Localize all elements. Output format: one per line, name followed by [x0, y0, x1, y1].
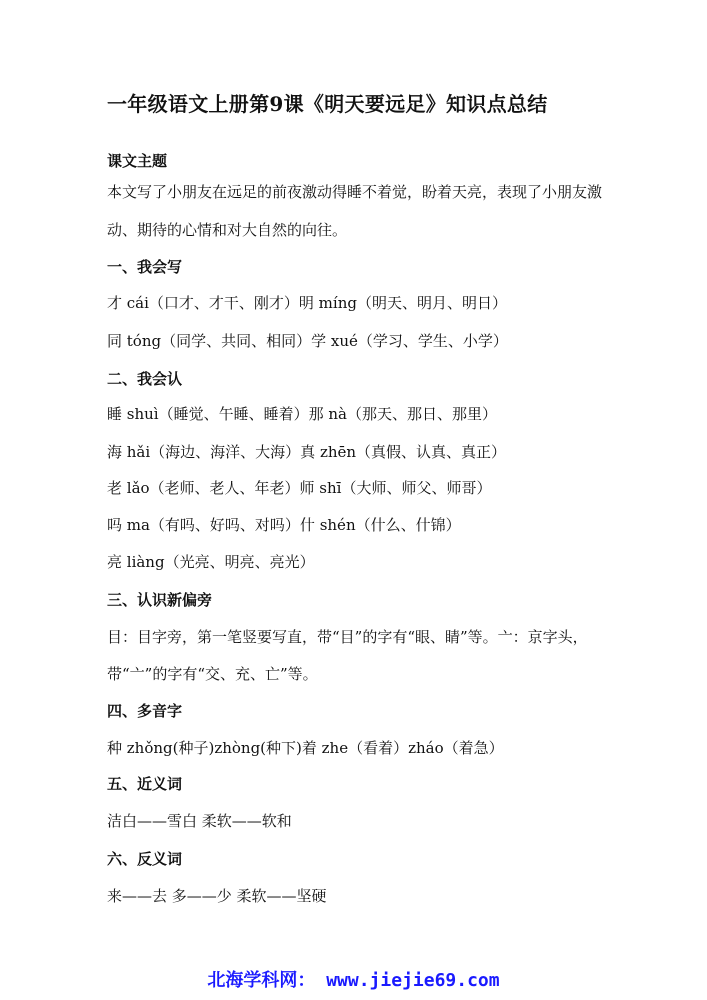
section-heading: 四、多音字 — [107, 702, 183, 720]
document-title: 一年级语文上册第9课《明天要远足》知识点总结 — [107, 92, 548, 116]
section-heading: 课文主题 — [107, 152, 168, 170]
body-line: 老 lǎo（老师、老人、年老）师 shī（大师、师父、师哥） — [107, 479, 492, 497]
section-heading: 六、反义词 — [107, 850, 183, 868]
section-heading: 五、近义词 — [107, 775, 183, 793]
body-line: 目：目字旁，第一笔竖要写直，带“目”的字有“眼、睛”等。亠：京字头， — [107, 628, 588, 646]
body-line: 本文写了小朋友在远足的前夜激动得睡不着觉，盼着天亮，表现了小朋友激 — [107, 183, 603, 201]
body-line: 同 tóng（同学、共同、相同）学 xué（学习、学生、小学） — [107, 332, 508, 350]
body-line: 睡 shuì（睡觉、午睡、睡着）那 nà（那天、那日、那里） — [107, 405, 497, 423]
footer-watermark: 北海学科网： www.jiejie69.com — [207, 970, 500, 991]
section-heading: 一、我会写 — [107, 258, 183, 276]
section-heading: 二、我会认 — [107, 370, 183, 388]
body-line: 亮 liàng（光亮、明亮、亮光） — [107, 553, 315, 571]
body-line: 吗 ma（有吗、好吗、对吗）什 shén（什么、什锦） — [107, 516, 461, 534]
body-line: 动、期待的心情和对大自然的向往。 — [107, 221, 348, 239]
section-heading: 三、认识新偏旁 — [107, 591, 213, 609]
body-line: 洁白——雪白 柔软——软和 — [107, 812, 292, 830]
body-line: 海 hǎi（海边、海洋、大海）真 zhēn（真假、认真、真正） — [107, 443, 507, 461]
body-line: 才 cái（口才、才干、刚才）明 míng（明天、明月、明日） — [107, 294, 507, 312]
body-line: 来——去 多——少 柔软——坚硬 — [107, 887, 327, 905]
body-line: 种 zhǒng(种子)zhòng(种下)着 zhe（看着）zháo（着急） — [107, 739, 504, 757]
body-line: 带“亠”的字有“交、充、亡”等。 — [107, 665, 318, 683]
